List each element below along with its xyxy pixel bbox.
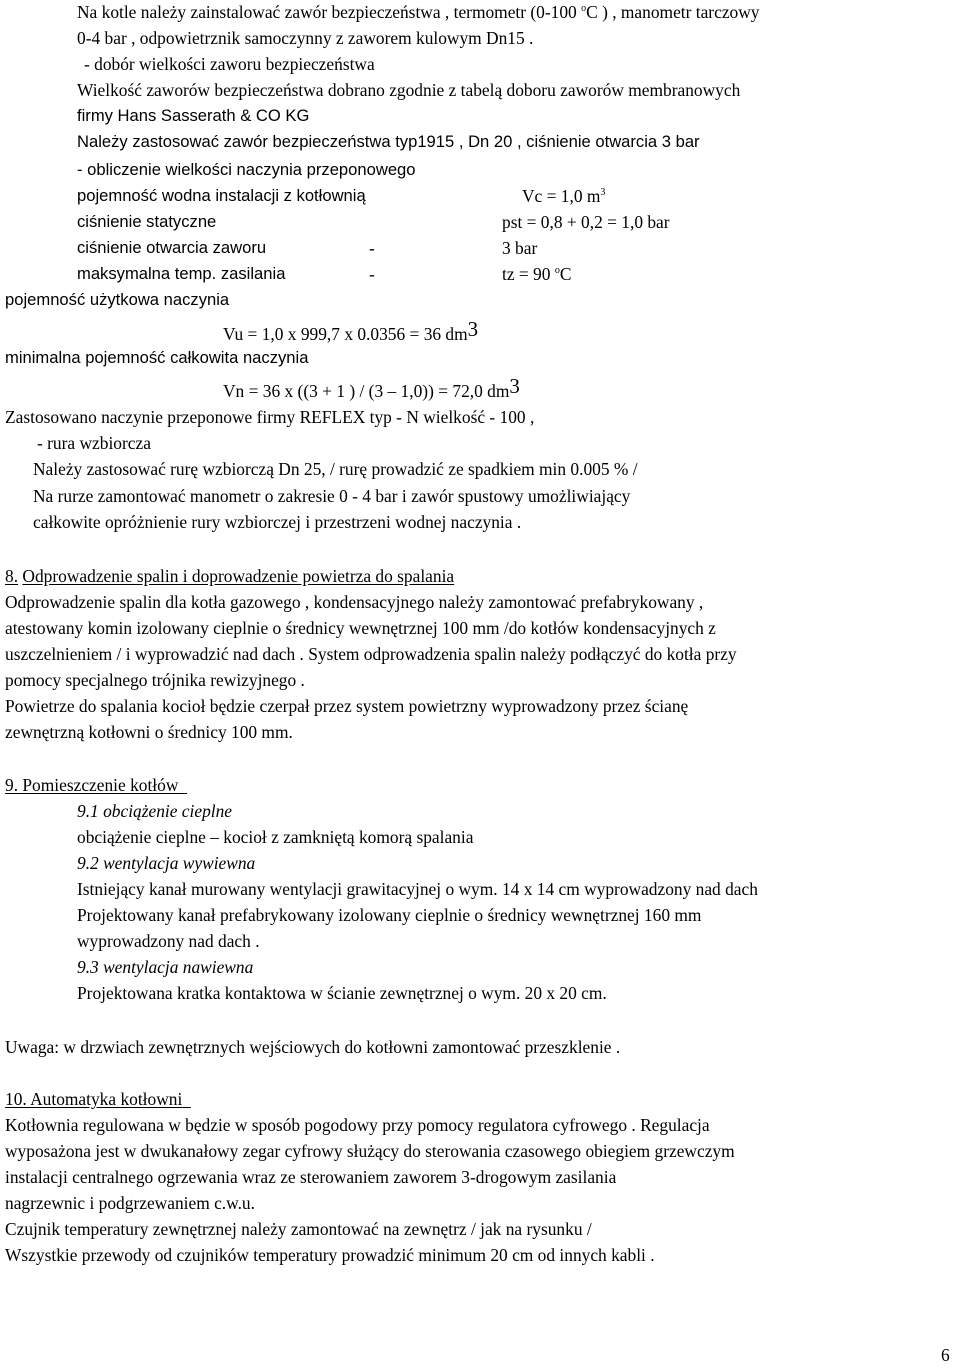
vessel-row-dash: - <box>369 238 375 258</box>
subsection-9-2: 9.2 wentylacja wywiewna <box>77 853 256 873</box>
vessel-row-dash: - <box>369 264 375 284</box>
section-10-line: Kotłownia regulowana w będzie w sposób pogodowy przy pomocy regulatora cyfrowego . Regulacja <box>5 1115 710 1135</box>
vn-formula: Vn = 36 x ((3 + 1 ) / (3 – 1,0)) = 72,0 dm3 <box>223 374 520 401</box>
total-capacity-label: minimalna pojemność całkowita naczynia <box>5 348 309 367</box>
subsection-9-3-text: Projektowana kratka kontaktowa w ścianie zewnętrznej o wym. 20 x 20 cm. <box>77 983 607 1003</box>
vessel-row-value: tz = 90 $^o$C <box>502 264 572 284</box>
section-10-line: nagrzewnic i podgrzewaniem c.w.u. <box>5 1193 255 1213</box>
valve-line-1: Na kotle należy zainstalować zawór bezpieczeństwa , termometr (0-100 $^o$C ) , manometr tarczowy <box>77 2 760 22</box>
pipe-line-1: Należy zastosować rurę wzbiorczą Dn 25, / rurę prowadzić ze spadkiem min 0.005 % / <box>33 459 638 479</box>
vessel-row-label: maksymalna temp. zasilania <box>77 264 286 283</box>
vessel-row-label: pojemność wodna instalacji z kotłownią <box>77 186 366 205</box>
subsection-9-1-text: obciążenie cieplne – kocioł z zamkniętą komorą spalania <box>77 827 474 847</box>
valve-line-4: Wielkość zaworów bezpieczeństwa dobrano zgodnie z tabelą doboru zaworów membranowych <box>77 80 741 100</box>
subsection-9-2-line: Istniejący kanał murowany wentylacji grawitacyjnej o wym. 14 x 14 cm wyprowadzony nad dach <box>77 879 758 899</box>
vessel-heading: - obliczenie wielkości naczynia przeponowego <box>77 160 416 179</box>
section-8-heading: 8. Odprowadzenie spalin i doprowadzenie powietrza do spalania <box>5 566 455 586</box>
note-line: Uwaga: w drzwiach zewnętrznych wejściowych do kotłowni zamontować przeszklenie . <box>5 1037 621 1057</box>
section-10-line: Czujnik temperatury zewnętrznej należy zamontować na zewnętrz / jak na rysunku / <box>5 1219 592 1239</box>
useful-capacity-label: pojemność użytkowa naczynia <box>5 290 230 309</box>
section-10-heading: 10. Automatyka kotłowni <box>5 1089 183 1109</box>
section-8-line: atestowany komin izolowany cieplnie o średnicy wewnętrznej 100 mm /do kotłów kondensacyjnych z <box>5 618 716 638</box>
subsection-9-3: 9.3 wentylacja nawiewna <box>77 957 254 977</box>
subsection-9-2-line: wyprowadzony nad dach . <box>77 931 260 951</box>
pipe-line-3: całkowite opróżnienie rury wzbiorczej i przestrzeni wodnej naczynia . <box>33 512 522 532</box>
vessel-row-value: Vc = 1,0 $m^3$ <box>522 186 606 206</box>
vessel-row-label: ciśnienie statyczne <box>77 212 217 231</box>
section-10-line: wyposażona jest w dwukanałowy zegar cyfrowy służący do sterowania czasowego obiegiem grzewczym <box>5 1141 735 1161</box>
applied-vessel-line: Zastosowano naczynie przeponowe firmy REFLEX typ - N wielkość - 100 , <box>5 407 535 427</box>
section-8-line: Powietrze do spalania kocioł będzie czerpał przez system powietrzny wyprowadzony przez ścianę <box>5 696 689 716</box>
section-8-line: Odprowadzenie spalin dla kotła gazowego , kondensacyjnego należy zamontować prefabrykowany , <box>5 592 704 612</box>
section-10-line: Wszystkie przewody od czujników temperatury prowadzić minimum 20 cm od innych kabli . <box>5 1245 655 1265</box>
valve-line-6: Należy zastosować zawór bezpieczeństwa typ1915 , Dn 20 , ciśnienie otwarcia 3 bar <box>77 132 700 151</box>
expansion-pipe-heading: - rura wzbiorcza <box>37 433 151 453</box>
section-8-line: uszczelnieniem / i wyprowadzić nad dach . System odprowadzenia spalin należy podłączyć do kotła przy <box>5 644 737 664</box>
page-number: 6 <box>941 1345 950 1365</box>
vu-formula: Vu = 1,0 x 999,7 x 0.0356 = 36 dm3 <box>223 317 479 344</box>
valve-line-5: firmy Hans Sasserath & CO KG <box>77 106 310 125</box>
vessel-row-label: ciśnienie otwarcia zaworu <box>77 238 267 257</box>
section-9-heading: 9. Pomieszczenie kotłów <box>5 775 179 795</box>
vessel-row-value: pst = 0,8 + 0,2 = 1,0 bar <box>502 212 670 232</box>
section-8-line: pomocy specjalnego trójnika rewizyjnego . <box>5 670 305 690</box>
subsection-9-2-line: Projektowany kanał prefabrykowany izolowany cieplnie o średnicy wewnętrznej 160 mm <box>77 905 702 925</box>
pipe-line-2: Na rurze zamontować manometr o zakresie 0 - 4 bar i zawór spustowy umożliwiający <box>33 486 631 506</box>
valve-line-2: 0-4 bar , odpowietrznik samoczynny z zaworem kulowym Dn15 . <box>77 28 534 48</box>
subsection-9-1: 9.1 obciążenie cieplne <box>77 801 233 821</box>
valve-selection-heading: - dobór wielkości zaworu bezpieczeństwa <box>84 54 375 74</box>
section-8-line: zewnętrzną kotłowni o średnicy 100 mm. <box>5 722 293 742</box>
vessel-row-value: 3 bar <box>502 238 538 258</box>
section-10-line: instalacji centralnego ogrzewania wraz ze sterowaniem zaworem 3-drogowym zasilania <box>5 1167 617 1187</box>
